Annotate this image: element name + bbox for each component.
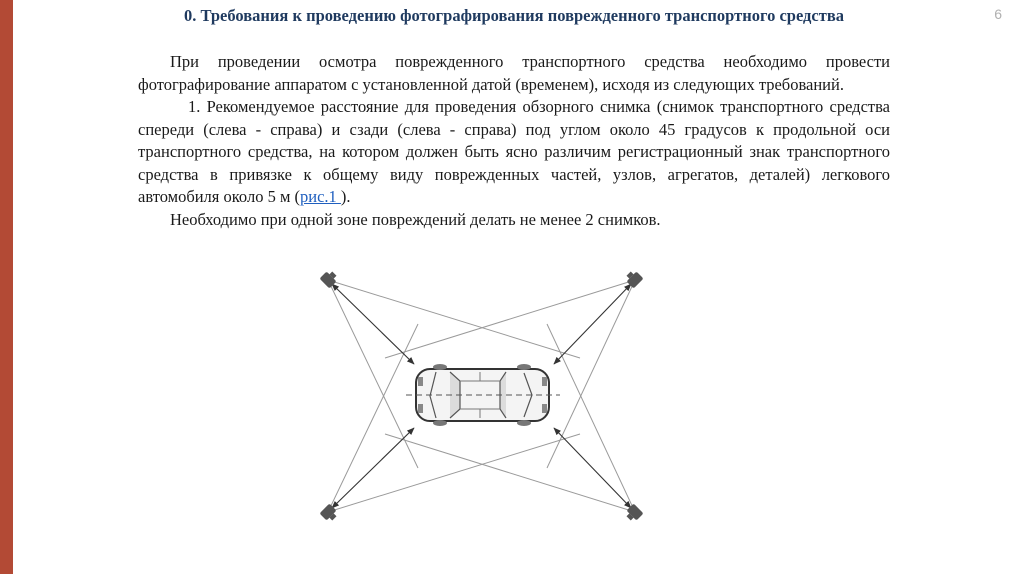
figure-link[interactable]: рис.1 — [300, 187, 341, 206]
photography-diagram — [310, 268, 655, 524]
requirement-text-end: ). — [340, 187, 351, 206]
camera-icon — [624, 269, 644, 289]
note-paragraph: Необходимо при одной зоне повреждений делать не менее 2 снимков. — [170, 209, 661, 229]
slide-accent-bar — [0, 0, 13, 574]
camera-icon — [624, 504, 644, 524]
camera-icon — [320, 269, 340, 289]
intro-paragraph: При проведении осмотра поврежденного транспортного средства необходимо провести фотографирование аппаратом с установленной датой (временем), исходя из следующих требований. — [138, 52, 890, 94]
requirement-text: 1. Рекомендуемое расстояние для проведения обзорного снимка (снимок транспортного средства спереди (слева - справа) и сзади (слева - справа) под углом около 45 градусов к продольной оси транспортного средства, на котором должен быть ясно различим регистрационный знак транспортного средства в привязке к общему виду поврежденных частей, узлов, агрегатов, деталей) легкового автомобиля около 5 м ( — [138, 97, 890, 206]
slide-number: 6 — [994, 6, 1002, 22]
camera-icon — [320, 504, 340, 524]
slide-title: 0. Требования к проведению фотографирования поврежденного транспортного средства — [184, 6, 844, 25]
requirement-item-1 — [138, 96, 890, 209]
document-body — [138, 51, 890, 231]
car-icon — [406, 364, 560, 426]
